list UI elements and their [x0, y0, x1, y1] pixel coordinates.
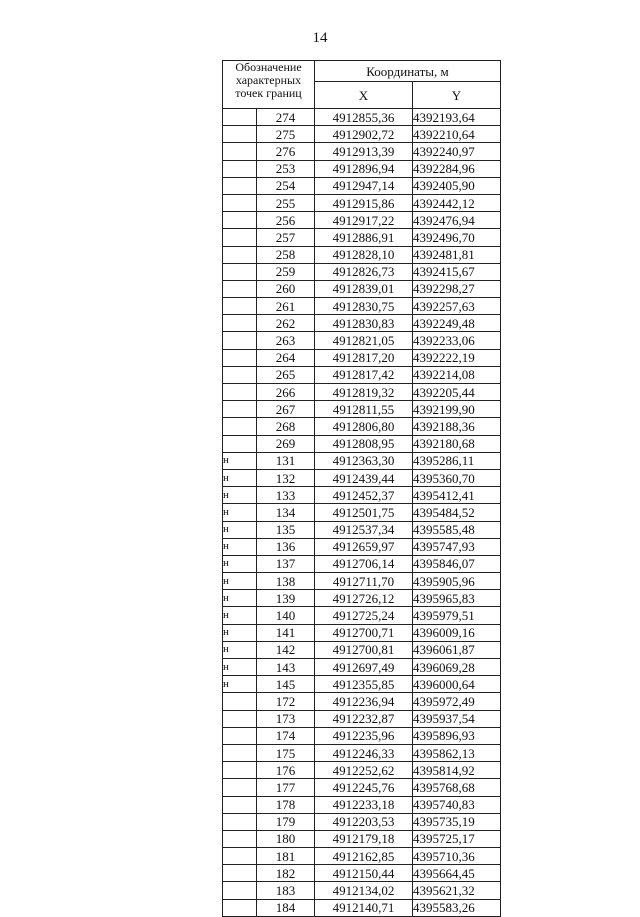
point-flag-cell	[223, 744, 257, 761]
y-coordinate-cell: 4392222,19	[413, 349, 501, 366]
y-coordinate-cell: 4395896,93	[413, 727, 501, 744]
table-row	[223, 504, 501, 521]
x-coordinate-cell: 4912821,05	[315, 332, 413, 349]
point-number-cell: 266	[257, 384, 315, 401]
table-row	[223, 280, 501, 297]
x-coordinate-cell: 4912886,91	[315, 229, 413, 246]
y-coordinate-cell: 4395846,07	[413, 555, 501, 572]
x-coordinate-cell: 4912235,96	[315, 727, 413, 744]
table-row	[223, 332, 501, 349]
point-flag-cell	[223, 126, 257, 143]
point-number-cell: 139	[257, 590, 315, 607]
point-number-cell: 269	[257, 435, 315, 452]
y-coordinate-cell: 4395814,92	[413, 762, 501, 779]
point-number-cell: 255	[257, 194, 315, 211]
point-number-cell: 274	[257, 109, 315, 126]
y-coordinate-cell: 4392193,64	[413, 109, 501, 126]
point-flag-cell: н	[223, 538, 257, 555]
table-row	[223, 521, 501, 538]
y-coordinate-cell: 4392257,63	[413, 298, 501, 315]
table-row	[223, 160, 501, 177]
point-flag-cell: н	[223, 659, 257, 676]
table-row	[223, 641, 501, 658]
point-number-cell: 259	[257, 263, 315, 280]
table-row	[223, 555, 501, 572]
point-number-cell: 253	[257, 160, 315, 177]
y-coordinate-cell: 4396069,28	[413, 659, 501, 676]
point-flag-cell: н	[223, 641, 257, 658]
point-number-cell: 262	[257, 315, 315, 332]
table-row	[223, 796, 501, 813]
point-flag-cell	[223, 332, 257, 349]
x-coordinate-cell: 4912700,81	[315, 641, 413, 658]
x-coordinate-cell: 4912697,49	[315, 659, 413, 676]
point-flag-cell	[223, 280, 257, 297]
x-coordinate-cell: 4912819,32	[315, 384, 413, 401]
x-coordinate-cell: 4912439,44	[315, 469, 413, 486]
point-number-cell: 258	[257, 246, 315, 263]
point-flag-cell: н	[223, 487, 257, 504]
table-row	[223, 744, 501, 761]
table-row	[223, 452, 501, 469]
point-number-cell: 142	[257, 641, 315, 658]
y-coordinate-cell: 4395412,41	[413, 487, 501, 504]
x-coordinate-cell: 4912246,33	[315, 744, 413, 761]
page-number: 14	[312, 30, 328, 46]
point-flag-cell	[223, 194, 257, 211]
point-number-cell: 174	[257, 727, 315, 744]
point-number-cell: 180	[257, 830, 315, 847]
point-flag-cell	[223, 246, 257, 263]
table-row	[223, 384, 501, 401]
x-coordinate-cell: 4912855,36	[315, 109, 413, 126]
point-number-cell: 135	[257, 521, 315, 538]
coordinates-table	[222, 60, 501, 917]
y-coordinate-cell: 4396000,64	[413, 676, 501, 693]
x-coordinate-cell: 4912817,42	[315, 366, 413, 383]
x-coordinate-cell: 4912826,73	[315, 263, 413, 280]
x-coordinate-cell: 4912252,62	[315, 762, 413, 779]
point-number-cell: 267	[257, 401, 315, 418]
y-coordinate-cell: 4395862,13	[413, 744, 501, 761]
table-row	[223, 710, 501, 727]
point-number-cell: 131	[257, 452, 315, 469]
point-number-cell: 136	[257, 538, 315, 555]
point-number-cell: 256	[257, 212, 315, 229]
x-coordinate-cell: 4912501,75	[315, 504, 413, 521]
point-number-cell: 179	[257, 813, 315, 830]
point-flag-cell	[223, 384, 257, 401]
x-coordinate-cell: 4912817,20	[315, 349, 413, 366]
table-row	[223, 435, 501, 452]
point-flag-cell	[223, 109, 257, 126]
y-coordinate-cell: 4392496,70	[413, 229, 501, 246]
y-coordinate-cell: 4392249,48	[413, 315, 501, 332]
point-flag-cell	[223, 848, 257, 865]
x-coordinate-cell: 4912706,14	[315, 555, 413, 572]
y-coordinate-cell: 4395965,83	[413, 590, 501, 607]
x-coordinate-cell: 4912363,30	[315, 452, 413, 469]
x-coordinate-cell: 4912808,95	[315, 435, 413, 452]
y-coordinate-cell: 4395937,54	[413, 710, 501, 727]
point-flag-cell: н	[223, 676, 257, 693]
table-row	[223, 126, 501, 143]
point-number-cell: 268	[257, 418, 315, 435]
point-number-cell: 276	[257, 143, 315, 160]
point-number-cell: 265	[257, 366, 315, 383]
x-coordinate-cell: 4912659,97	[315, 538, 413, 555]
x-coordinate-cell: 4912537,34	[315, 521, 413, 538]
x-coordinate-cell: 4912700,71	[315, 624, 413, 641]
y-coordinate-cell: 4392214,08	[413, 366, 501, 383]
point-flag-cell	[223, 212, 257, 229]
point-flag-cell	[223, 349, 257, 366]
point-flag-cell	[223, 177, 257, 194]
point-number-cell: 178	[257, 796, 315, 813]
table-row	[223, 659, 501, 676]
point-number-cell: 254	[257, 177, 315, 194]
table-row	[223, 298, 501, 315]
y-coordinate-cell: 4392481,81	[413, 246, 501, 263]
table-row	[223, 607, 501, 624]
point-flag-cell	[223, 899, 257, 916]
y-coordinate-cell: 4392233,06	[413, 332, 501, 349]
point-number-cell: 138	[257, 573, 315, 590]
table-row	[223, 366, 501, 383]
table-row	[223, 263, 501, 280]
point-flag-cell	[223, 762, 257, 779]
table-row	[223, 676, 501, 693]
table-row	[223, 469, 501, 486]
point-flag-cell	[223, 143, 257, 160]
y-coordinate-cell: 4392405,90	[413, 177, 501, 194]
x-coordinate-cell: 4912134,02	[315, 882, 413, 899]
point-flag-cell: н	[223, 555, 257, 572]
point-flag-cell: н	[223, 624, 257, 641]
point-number-cell: 173	[257, 710, 315, 727]
x-coordinate-cell: 4912140,71	[315, 899, 413, 916]
y-coordinate-cell: 4392199,90	[413, 401, 501, 418]
point-flag-cell	[223, 435, 257, 452]
x-coordinate-cell: 4912725,24	[315, 607, 413, 624]
table-row	[223, 693, 501, 710]
table-row	[223, 538, 501, 555]
y-coordinate-cell: 4392240,97	[413, 143, 501, 160]
point-number-cell: 260	[257, 280, 315, 297]
point-number-cell: 132	[257, 469, 315, 486]
point-number-cell: 177	[257, 779, 315, 796]
point-number-cell: 264	[257, 349, 315, 366]
table-row	[223, 727, 501, 744]
table-row	[223, 899, 501, 916]
y-column-header: Y	[413, 82, 501, 109]
point-flag-cell	[223, 727, 257, 744]
x-coordinate-cell: 4912806,80	[315, 418, 413, 435]
point-flag-cell	[223, 229, 257, 246]
point-number-cell: 175	[257, 744, 315, 761]
y-coordinate-cell: 4392210,64	[413, 126, 501, 143]
point-number-cell: 183	[257, 882, 315, 899]
y-coordinate-cell: 4392298,27	[413, 280, 501, 297]
y-coordinate-cell: 4395905,96	[413, 573, 501, 590]
y-coordinate-cell: 4395725,17	[413, 830, 501, 847]
table-row	[223, 177, 501, 194]
table-row	[223, 573, 501, 590]
x-coordinate-cell: 4912245,76	[315, 779, 413, 796]
table-row	[223, 229, 501, 246]
y-coordinate-cell: 4395972,49	[413, 693, 501, 710]
table-row	[223, 315, 501, 332]
point-flag-cell	[223, 315, 257, 332]
point-flag-cell	[223, 418, 257, 435]
x-coordinate-cell: 4912711,70	[315, 573, 413, 590]
point-flag-cell: н	[223, 521, 257, 538]
point-flag-cell: н	[223, 469, 257, 486]
x-coordinate-cell: 4912236,94	[315, 693, 413, 710]
point-number-cell: 182	[257, 865, 315, 882]
x-coordinate-cell: 4912811,55	[315, 401, 413, 418]
y-coordinate-cell: 4396061,87	[413, 641, 501, 658]
y-coordinate-cell: 4395768,68	[413, 779, 501, 796]
y-coordinate-cell: 4395664,45	[413, 865, 501, 882]
point-flag-cell	[223, 710, 257, 727]
point-flag-cell	[223, 160, 257, 177]
point-number-cell: 275	[257, 126, 315, 143]
y-coordinate-cell: 4392188,36	[413, 418, 501, 435]
table-row	[223, 246, 501, 263]
y-coordinate-cell: 4395747,93	[413, 538, 501, 555]
x-coordinate-cell: 4912203,53	[315, 813, 413, 830]
point-number-cell: 181	[257, 848, 315, 865]
x-coordinate-cell: 4912830,83	[315, 315, 413, 332]
point-number-cell: 261	[257, 298, 315, 315]
x-coordinate-cell: 4912726,12	[315, 590, 413, 607]
point-flag-cell	[223, 830, 257, 847]
point-flag-cell	[223, 796, 257, 813]
x-coordinate-cell: 4912947,14	[315, 177, 413, 194]
point-number-cell: 145	[257, 676, 315, 693]
point-number-cell: 184	[257, 899, 315, 916]
point-flag-cell: н	[223, 452, 257, 469]
y-coordinate-cell: 4392476,94	[413, 212, 501, 229]
y-coordinate-cell: 4392284,96	[413, 160, 501, 177]
point-flag-cell	[223, 298, 257, 315]
y-coordinate-cell: 4392415,67	[413, 263, 501, 280]
point-flag-cell	[223, 865, 257, 882]
point-flag-cell: н	[223, 590, 257, 607]
x-coordinate-cell: 4912150,44	[315, 865, 413, 882]
point-number-cell: 172	[257, 693, 315, 710]
y-coordinate-cell: 4392442,12	[413, 194, 501, 211]
y-coordinate-cell: 4396009,16	[413, 624, 501, 641]
y-coordinate-cell: 4395286,11	[413, 452, 501, 469]
x-coordinate-cell: 4912828,10	[315, 246, 413, 263]
table-row	[223, 401, 501, 418]
x-coordinate-cell: 4912902,72	[315, 126, 413, 143]
y-coordinate-cell: 4392180,68	[413, 435, 501, 452]
y-coordinate-cell: 4395360,70	[413, 469, 501, 486]
point-number-cell: 257	[257, 229, 315, 246]
table-row	[223, 487, 501, 504]
point-number-cell: 137	[257, 555, 315, 572]
point-flag-cell: н	[223, 504, 257, 521]
x-coordinate-cell: 4912896,94	[315, 160, 413, 177]
table-row	[223, 865, 501, 882]
table-row	[223, 848, 501, 865]
table-row	[223, 212, 501, 229]
y-coordinate-cell: 4395585,48	[413, 521, 501, 538]
table-row	[223, 349, 501, 366]
x-coordinate-cell: 4912839,01	[315, 280, 413, 297]
table-body	[223, 109, 501, 917]
point-number-cell: 133	[257, 487, 315, 504]
table-row	[223, 779, 501, 796]
x-coordinate-cell: 4912830,75	[315, 298, 413, 315]
table-row	[223, 418, 501, 435]
point-number-cell: 176	[257, 762, 315, 779]
point-flag-cell	[223, 401, 257, 418]
point-number-cell: 134	[257, 504, 315, 521]
x-coordinate-cell: 4912162,85	[315, 848, 413, 865]
y-coordinate-cell: 4395484,52	[413, 504, 501, 521]
x-coordinate-cell: 4912233,18	[315, 796, 413, 813]
point-flag-cell	[223, 882, 257, 899]
x-coordinate-cell: 4912179,18	[315, 830, 413, 847]
point-number-cell: 263	[257, 332, 315, 349]
point-flag-cell	[223, 366, 257, 383]
coordinates-header: Координаты, м	[315, 61, 501, 82]
table-row	[223, 194, 501, 211]
point-number-cell: 141	[257, 624, 315, 641]
x-column-header: X	[315, 82, 413, 109]
y-coordinate-cell: 4392205,44	[413, 384, 501, 401]
table-row	[223, 143, 501, 160]
x-coordinate-cell: 4912915,86	[315, 194, 413, 211]
table-row	[223, 813, 501, 830]
point-flag-cell	[223, 263, 257, 280]
x-coordinate-cell: 4912355,85	[315, 676, 413, 693]
y-coordinate-cell: 4395979,51	[413, 607, 501, 624]
y-coordinate-cell: 4395740,83	[413, 796, 501, 813]
point-flag-cell	[223, 813, 257, 830]
y-coordinate-cell: 4395583,26	[413, 899, 501, 916]
point-flag-cell	[223, 693, 257, 710]
x-coordinate-cell: 4912917,22	[315, 212, 413, 229]
x-coordinate-cell: 4912913,39	[315, 143, 413, 160]
x-coordinate-cell: 4912232,87	[315, 710, 413, 727]
designation-header: Обозначение характерных точек границ	[223, 61, 315, 109]
table-row	[223, 762, 501, 779]
point-number-cell: 140	[257, 607, 315, 624]
table-row	[223, 830, 501, 847]
table-row	[223, 624, 501, 641]
table-row	[223, 882, 501, 899]
y-coordinate-cell: 4395621,32	[413, 882, 501, 899]
point-flag-cell: н	[223, 573, 257, 590]
table-row	[223, 109, 501, 126]
point-number-cell: 143	[257, 659, 315, 676]
table-header	[223, 61, 501, 109]
y-coordinate-cell: 4395710,36	[413, 848, 501, 865]
x-coordinate-cell: 4912452,37	[315, 487, 413, 504]
y-coordinate-cell: 4395735,19	[413, 813, 501, 830]
point-flag-cell	[223, 779, 257, 796]
table-row	[223, 590, 501, 607]
point-flag-cell: н	[223, 607, 257, 624]
